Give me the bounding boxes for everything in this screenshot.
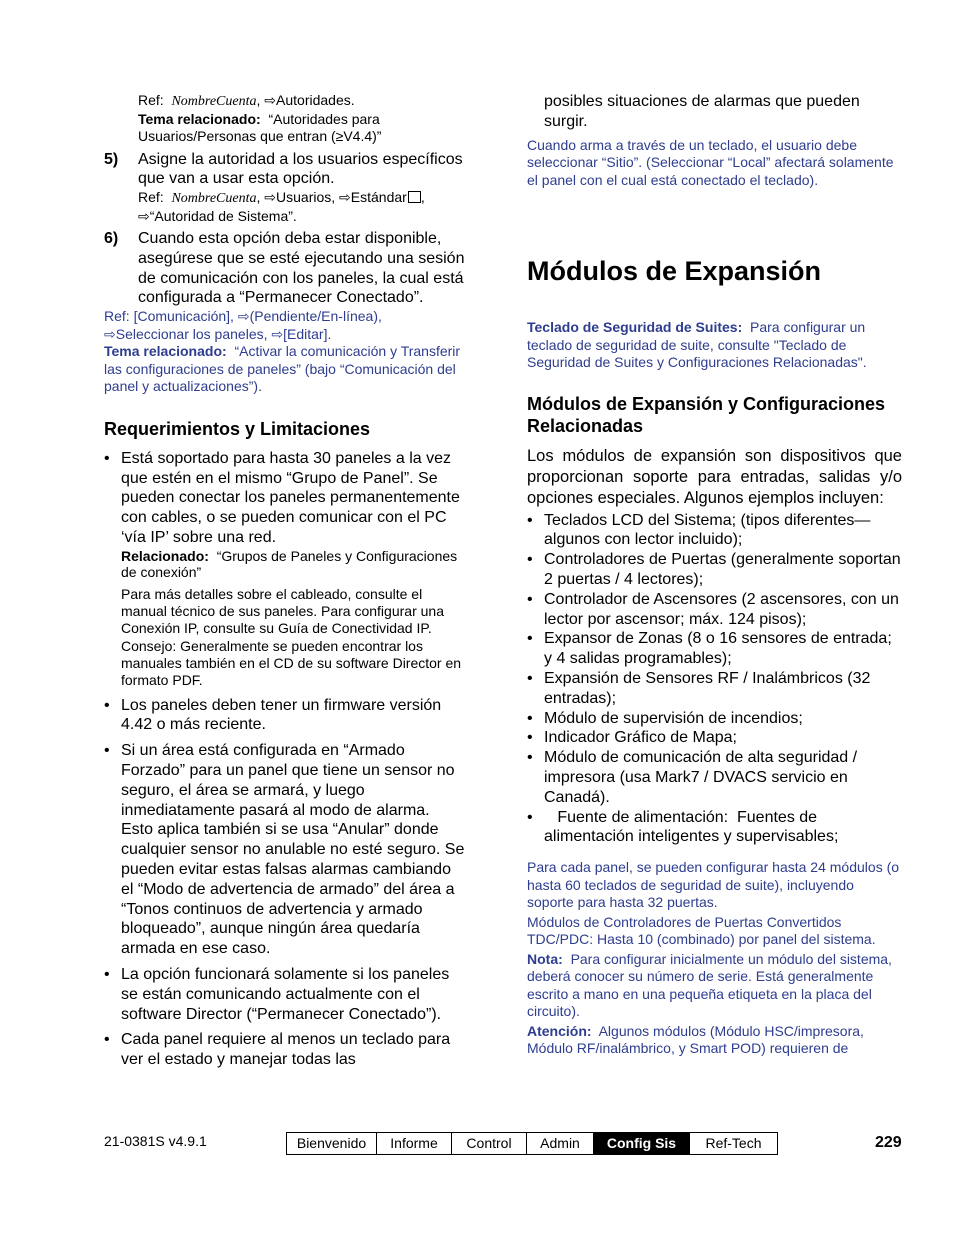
right-column (527, 92, 902, 1058)
list-item: • Módulo de comunicación de alta seguridad / impresora (usa Mark7 / DVACS servicio en Canadá). (527, 748, 902, 807)
account-ref: NombreCuenta (171, 94, 257, 109)
tab-informe[interactable]: Informe (377, 1133, 452, 1154)
page-title: Módulos de Expansión (527, 256, 822, 287)
related-text: “Activar la comunicación y Transferir las configuraciones de paneles” (bajo “Comunicación del panel y actualizaciones”). (104, 343, 461, 395)
step6-ref: Ref: [Comunicación], ⇨(Pendiente/En-línea), ⇨Seleccionar los paneles, ⇨[Editar]. (104, 308, 382, 342)
item-text: Controladores de Puertas (generalmente soportan 2 puertas / 4 lectores); (544, 551, 901, 588)
list-item: • Controlador de Ascensores (2 ascensores, con un lector por ascensor; máx. 124 pisos); (527, 590, 902, 630)
section-heading: Requerimientos y Limitaciones (104, 418, 371, 439)
list-item: • Módulo de supervisión de incendios; (527, 709, 902, 729)
requirements-list (104, 449, 466, 1070)
panel-note: Para cada panel, se pueden configurar hasta 24 módulos (o hasta 60 teclados de seguridad de suite), incluyendo soporte para hasta 32 puertas. (527, 859, 900, 911)
related-text: “Autoridades para Usuarios/Personas que entran (≥V4.4)” (138, 110, 382, 144)
step-6 (104, 229, 466, 308)
modules-list (527, 511, 902, 848)
intro-text: Los módulos de expansión son dispositivos que proporcionan soporte para entradas, salidas y/o opciones especiales. Algunos ejemplos incluyen: (527, 446, 902, 507)
ref-block-1 (104, 92, 466, 146)
note-label: Nota: (527, 950, 563, 967)
section-heading: Módulos de Expansión y Configuraciones Relacionadas (527, 393, 886, 436)
attention-text: Algunos módulos (Módulo HSC/impresora, Módulo RF/inalámbrico, y Smart POD) requieren de (527, 1022, 864, 1057)
list-item: • Expansor de Zonas (8 o 16 sensores de entrada; y 4 salidas programables); (527, 629, 902, 669)
item-text: Teclados LCD del Sistema; (tipos diferentes—algunos con lector incluido); (544, 511, 871, 549)
ref-path-tail: , ⇨“Autoridad de Sistema”. (138, 189, 425, 224)
item-text: Módulo de comunicación de alta seguridad / impresora (usa Mark7 / DVACS servicio en Canadá). (544, 749, 858, 806)
step-5 (104, 150, 466, 226)
bullet-text: Cada panel requiere al menos un teclado para ver el estado y manejar todas las (121, 1031, 451, 1069)
note-text: Para configurar inicialmente un módulo del sistema, deberá conocer su número de serie. Está generalmente escrito a mano en una pequeña etiqueta en la placa del circuito). (527, 950, 892, 1020)
list-item: • Los paneles deben tener un firmware versión 4.42 o más reciente. (104, 696, 466, 736)
related-text: “Grupos de Paneles y Configuraciones de conexión” (121, 547, 458, 581)
checkbox-icon (408, 191, 421, 203)
related-label: Relacionado: (121, 547, 209, 564)
tab-control[interactable]: Control (452, 1133, 527, 1154)
tab-config-sis[interactable]: Config Sis (594, 1133, 690, 1154)
item-text: Controlador de Ascensores (2 ascensores, con un lector por ascensor; máx. 124 pisos); (544, 590, 899, 628)
item-text: Módulo de supervisión de incendios; (544, 709, 803, 727)
footer-nav (286, 1132, 778, 1155)
bullet-text: La opción funcionará solamente si los paneles se están comunicando actualmente con el software Director (“Permanecer Conectado”). (121, 965, 450, 1023)
ref-label: Ref: (138, 189, 164, 206)
tab-ref-tech[interactable]: Ref-Tech (690, 1133, 777, 1154)
related-label: Tema relacionado: (104, 343, 227, 360)
step-number: 5) (104, 150, 119, 168)
step-text: Asigne la autoridad a los usuarios específicos que van a usar esta opción. (138, 150, 463, 188)
continued-text: posibles situaciones de alarmas que pueden surgir. (544, 93, 860, 130)
related-label: Tema relacionado: (138, 110, 261, 127)
arm-note: Cuando arma a través de un teclado, el usuario debe seleccionar “Sitio”. (Seleccionar “Local” afectará solamente el panel con el cual está conectado el teclado). (527, 136, 894, 188)
suite-label: Teclado de Seguridad de Suites: (527, 319, 743, 336)
list-item: • Cada panel requiere al menos un teclado para ver el estado y manejar todas las (104, 1030, 466, 1070)
ref-label: Ref: (138, 92, 164, 108)
list-item: • Si un área está configurada en “Armado Forzado” para un panel que tiene un sensor no seguro, el área se armará, y luego inmediatamente pasará al modo de alarma. Esto aplica también si se usa “Anular” donde cualquier sensor no anulable no esté seguro. Se pueden evitar estas falsas alarmas cambiando el “Modo de advertencia de armado” del área a “Tonos continuos de advertencia y armado bloqueado”, aunque ningún área quedaría armada en ese caso. (104, 742, 465, 958)
left-column (104, 92, 466, 1070)
list-item: • Fuente de alimentación: Fuentes de alimentación inteligentes y supervisables; (527, 808, 902, 848)
door-controller-note: Módulos de Controladores de Puertas Convertidos TDC/PDC: Hasta 10 (combinado) por panel del sistema. (527, 913, 876, 948)
bullet-note: Para más detalles sobre el cableado, consulte el manual técnico de sus paneles. Para configurar una Conexión IP, consulte su Guía de Conectividad IP. Consejo: Generalmente se pueden encontrar los manuales también en el CD de su software Director en formato PDF. (121, 585, 462, 689)
step-text: Cuando esta opción deba estar disponible, asegúrese que se esté ejecutando una sesión de comunicación con los paneles, la cual está configurada a “Permanecer Conectado”. (138, 230, 465, 307)
attention-label: Atención: (527, 1022, 592, 1039)
list-item: • La opción funcionará solamente si los paneles se están comunicando actualmente con el software Director (“Permanecer Conectado”). (104, 965, 466, 1024)
bullet-text: Está soportado para hasta 30 paneles a la vez que estén en el mismo “Grupo de Panel”. Se pueden conectar los paneles permanentemente con cables, o se pueden comunicar con el PC ‘vía IP’ sobre una red. (121, 449, 460, 546)
page-number: 229 (875, 1134, 902, 1151)
item-text: Indicador Gráfico de Mapa; (544, 729, 737, 747)
tab-bienvenido[interactable]: Bienvenido (287, 1133, 377, 1154)
item-text: Fuente de alimentación: Fuentes de alimentación inteligentes y supervisables; (544, 808, 839, 846)
item-text: Expansor de Zonas (8 o 16 sensores de entrada; y 4 salidas programables); (544, 630, 892, 668)
bullet-text: Si un área está configurada en “Armado Forzado” para un panel que tiene un sensor no seguro, el área se armará, y luego inmediatamente pasará al modo de alarma. Esto aplica también si se usa “Anular” donde cualquier sensor no anulable no esté seguro. Se pueden evitar estas falsas alarmas cambiando el “Modo de advertencia de armado” del área a “Tonos continuos de advertencia y armado bloqueado”, aunque ningún área quedaría armada en ese caso. (121, 742, 465, 958)
item-text: Expansión de Sensores RF / Inalámbricos (32 entradas); (544, 669, 871, 707)
list-item: • Teclados LCD del Sistema; (tipos diferentes—algunos con lector incluido); (527, 511, 902, 551)
document-id: 21-0381S v4.9.1 (104, 1133, 207, 1149)
ref-path: , ⇨Autoridades. (256, 92, 355, 108)
step-number: 6) (104, 230, 119, 248)
bullet-text: Los paneles deben tener un firmware versión 4.42 o más reciente. (121, 696, 442, 734)
list-item: • Expansión de Sensores RF / Inalámbricos (32 entradas); (527, 669, 902, 709)
list-item: • Controladores de Puertas (generalmente soportan 2 puertas / 4 lectores); (527, 551, 901, 588)
list-item: • Está soportado para hasta 30 paneles a la vez que estén en el mismo “Grupo de Panel”. Se pueden conectar los paneles permanentemente con cables, o se pueden comunicar con el PC ‘vía IP’ sobre una red. Relacionado: “Grupos de Paneles y Configuraciones de conexión” Para más detalles sobre el cableado, consulte el manual técnico de sus paneles. Para configurar una Conexión IP, consulte su Guía de Conectividad IP. Consejo: Generalmente se pueden encontrar los manuales también en el CD de su software Director en formato PDF. (104, 449, 466, 690)
ref-path: , ⇨Usuarios, ⇨Estándar (256, 189, 407, 206)
list-item: • Indicador Gráfico de Mapa; (527, 728, 902, 748)
tab-admin[interactable]: Admin (527, 1133, 594, 1154)
suite-text: Para configurar un teclado de seguridad de suite, consulte "Teclado de Seguridad de Suites y Configuraciones Relacionadas". (527, 319, 867, 371)
account-ref: NombreCuenta (171, 191, 257, 207)
